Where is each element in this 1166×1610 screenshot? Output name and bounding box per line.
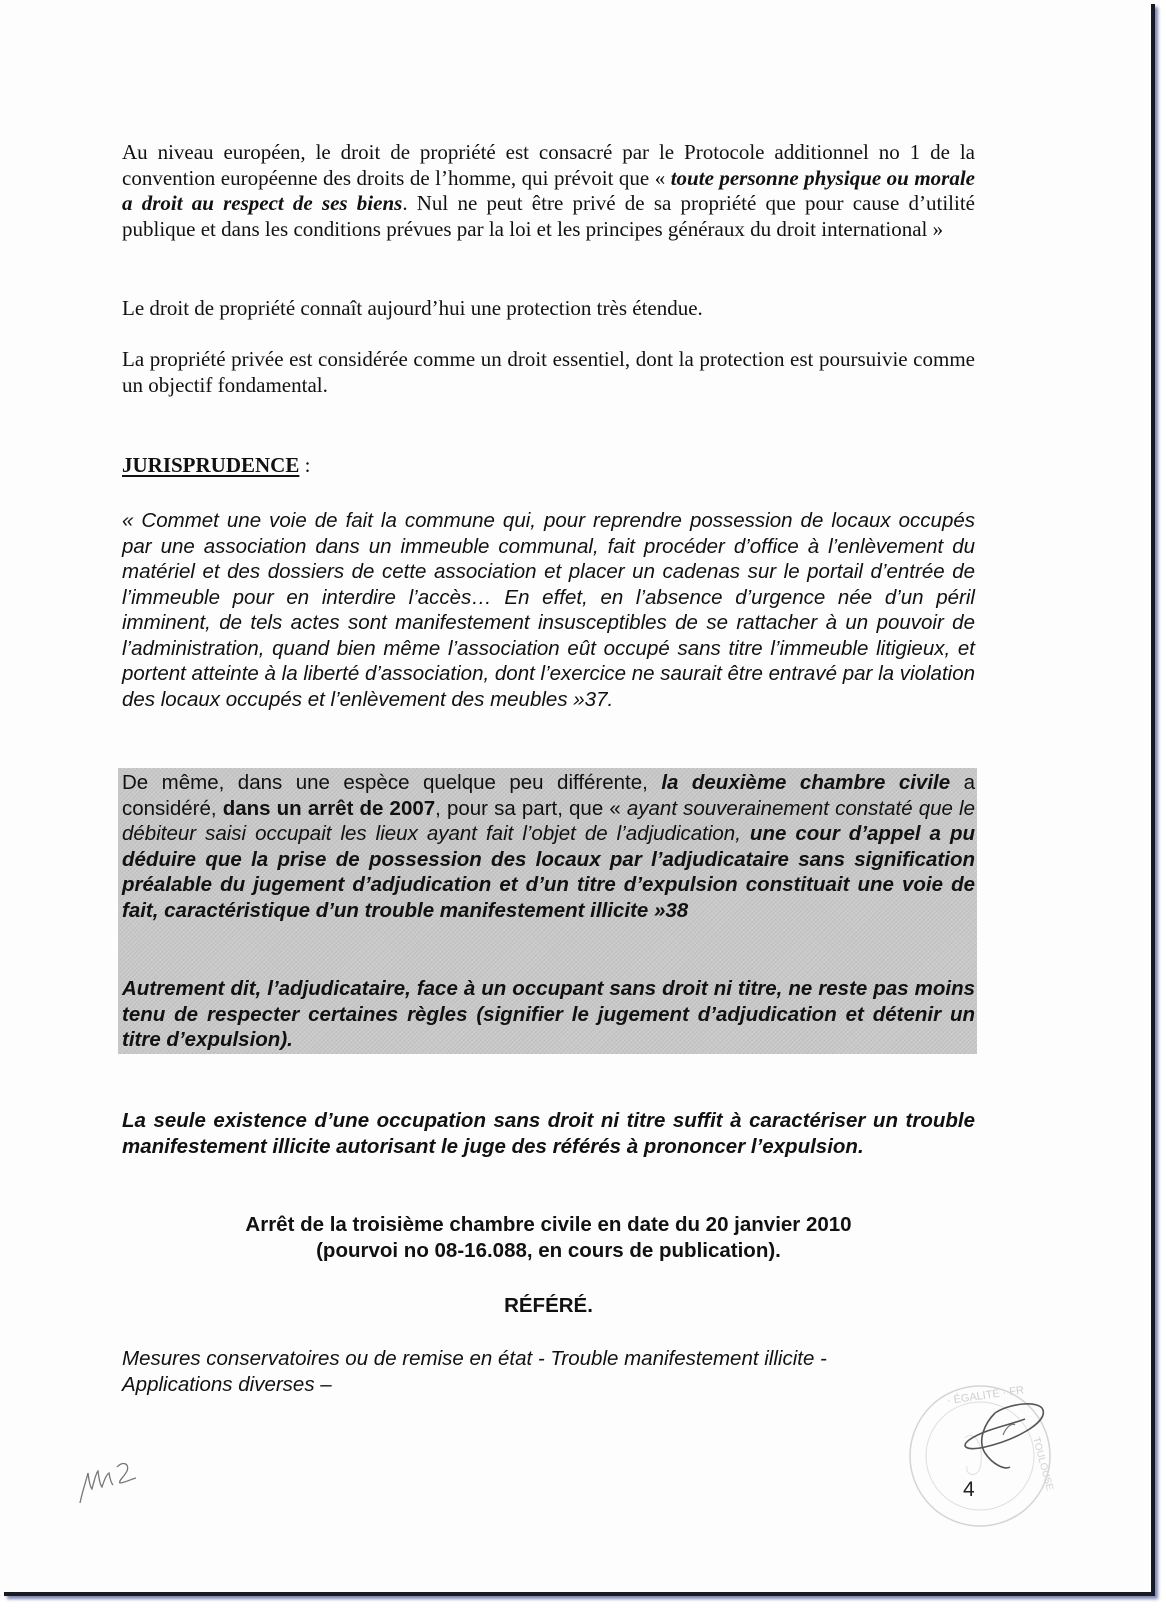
- heading-suffix: :: [299, 453, 311, 477]
- paragraph-european-protocol: [122, 140, 975, 242]
- ruling-reference: [122, 1212, 975, 1263]
- svg-text:TOULOUSE: TOULOUSE: [1030, 1435, 1055, 1492]
- text-run-bold: dans un arrêt de 2007: [222, 796, 436, 820]
- text-run-bold-italic: une cour d’appel a pu déduire que la prise de possession des locaux par l’adjudicataire sans signification préalable du jugement d’adjudication et d’un titre d’expulsion constituait une voie de fait, caractéristique d’un trouble manifestement illicite »38: [122, 822, 976, 922]
- keywords-line-1: Mesures conservatoires ou de remise en état - Trouble manifestement illicite -: [122, 1347, 827, 1370]
- summary-paragraph: La seule existence d’une occupation sans droit ni titre suffit à caractériser un trouble manifestement illicite autorisant le juge des référés à prononcer l’expulsion.: [122, 1109, 975, 1158]
- ruling-line-1: Arrêt de la troisième chambre civile en date du 20 janvier 2010: [245, 1213, 852, 1236]
- paragraph-text: . Nul ne peut être privé de sa propriété que pour cause d’utilité publique et dans les conditions prévues par la loi et les principes généraux du droit international »: [122, 191, 976, 241]
- section-title-refere: RÉFÉRÉ.: [504, 1294, 593, 1317]
- svg-text:· ÉGALITÉ · FR: · ÉGALITÉ · FR: [946, 1384, 1025, 1407]
- highlighted-paragraph-conclusion: Autrement dit, l’adjudicataire, face à un occupant sans droit ni titre, ne reste pas moins tenu de respecter certaines règles (signifier le jugement d’adjudication et détenir un titre d’expulsion).: [122, 977, 975, 1051]
- keywords-line-2: Applications diverses –: [122, 1372, 332, 1396]
- section-heading-jurisprudence: [122, 453, 975, 479]
- jurisprudence-quote-37: « Commet une voie de fait la commune qui, pour reprendre possession de locaux occupés par une association dans un immeuble communal, fait procéder d’office à l’enlèvement du matériel et des dossiers de cette association et placer un cadenas sur le portail d’entrée de l’immeuble pour en interdire l’accès… En effet, en l’absence d’urgence née d’un péril imminent, de tels actes sont manifestement insusceptibles de se rattacher à un pouvoir de l’administration, quand bien même l’association eût occupé sans titre l’immeuble litigieux, et portent atteinte à la liberté d’association, dont l’exercice ne saurait être entravé par la violation des locaux occupés et l’enlèvement des meubles »37.: [122, 509, 975, 711]
- handwritten-initials-icon: [72, 1445, 152, 1505]
- keywords: [122, 1346, 975, 1397]
- text-run: a considéré,: [122, 771, 975, 820]
- text-run-italic: ayant souverainement constaté que le débiteur saisi occupait les lieux ayant fait l’objet de l’adjudication,: [122, 796, 975, 845]
- page-number: 4: [963, 1478, 975, 1501]
- paragraph-private-property: La propriété privée est considérée comme un droit essentiel, dont la protection est poursuivie comme un objectif fondamental.: [122, 347, 975, 397]
- paragraph-text: Au niveau européen, le droit de propriété est consacré par le Protocole additionnel no 1 de la convention européenne des droits de l’homme, qui prévoit que «: [122, 140, 975, 190]
- text-run: , pour sa part, que «: [435, 796, 627, 820]
- emphasized-quote: toute personne physique ou morale a droit au respect de ses biens: [122, 165, 975, 215]
- text-run-bold-italic: la deuxième chambre civile: [661, 771, 951, 794]
- ruling-line-2: (pourvoi no 08-16.088, en cours de publication).: [316, 1238, 781, 1262]
- heading-label: JURISPRUDENCE: [122, 453, 300, 477]
- text-run: De même, dans une espèce quelque peu différente,: [122, 771, 662, 794]
- highlighted-paragraph-2007-ruling: [122, 770, 975, 923]
- paragraph-protection: Le droit de propriété connaît aujourd’hui une protection très étendue.: [122, 296, 703, 320]
- signature-icon: [955, 1395, 1055, 1475]
